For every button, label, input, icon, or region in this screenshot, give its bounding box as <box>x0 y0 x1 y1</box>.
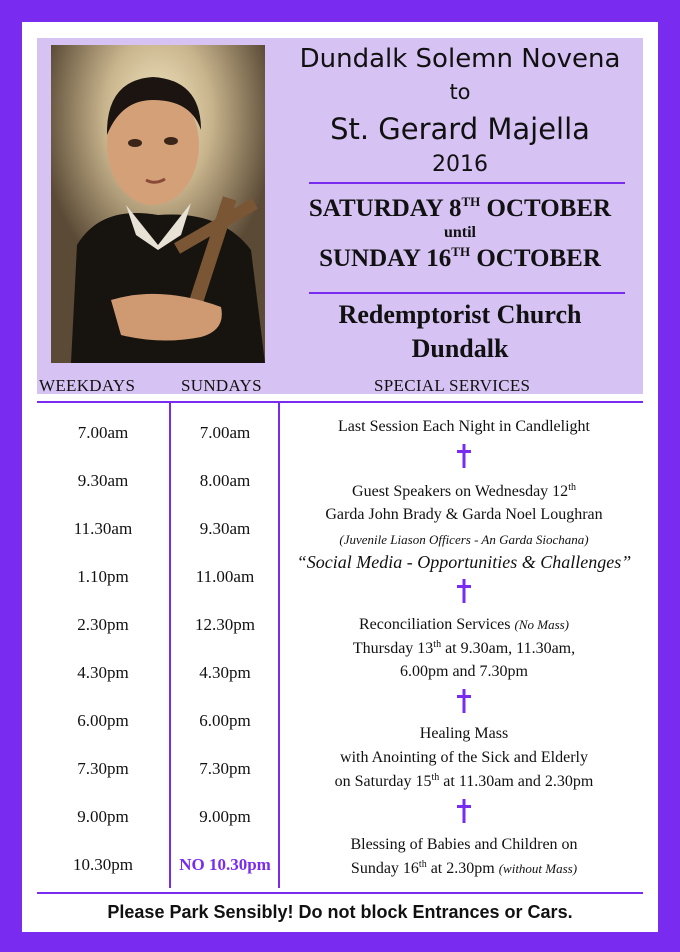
saint-portrait-image <box>51 45 265 363</box>
start-date: SATURDAY 8TH OCTOBER <box>308 194 612 222</box>
weekday-time: 9.00pm <box>77 807 129 826</box>
novena-title: Dundalk Solemn Novena <box>299 44 621 74</box>
end-date: SUNDAY 16TH OCTOBER <box>319 244 601 272</box>
cross-icon <box>284 444 644 473</box>
sunday-time: 9.00pm <box>199 807 251 826</box>
divider <box>309 182 625 184</box>
service-blessing-times: Sunday 16th at 2.30pm (without Mass) <box>350 859 578 877</box>
weekday-time: 10.30pm <box>73 855 133 874</box>
sunday-time: 4.30pm <box>199 663 251 682</box>
weekday-time: 7.00am <box>77 423 129 442</box>
service-healing-times: on Saturday 15th at 11.30am and 2.30pm <box>334 772 594 790</box>
service-reconciliation-times-2: 6.00pm and 7.30pm <box>400 663 528 680</box>
sunday-time: 7.00am <box>199 423 251 442</box>
sunday-time: 7.30pm <box>199 759 251 778</box>
sunday-time: 6.00pm <box>199 711 251 730</box>
title-to: to <box>449 80 471 104</box>
cross-icon <box>284 689 644 718</box>
col-weekdays-header: WEEKDAYS <box>39 376 136 395</box>
service-candlelight: Last Session Each Night in Candlelight <box>338 418 590 435</box>
table-bottom-divider <box>37 892 643 894</box>
weekday-time: 11.30am <box>73 519 133 538</box>
col-special-header: SPECIAL SERVICES <box>374 376 531 395</box>
weekday-time: 4.30pm <box>77 663 129 682</box>
weekday-time: 7.30pm <box>77 759 129 778</box>
weekday-time: 6.00pm <box>77 711 129 730</box>
weekday-time: 2.30pm <box>77 615 129 634</box>
weekday-time: 9.30am <box>77 471 129 490</box>
service-blessing: Blessing of Babies and Children on <box>350 836 578 853</box>
sunday-time: 9.30am <box>199 519 251 538</box>
service-healing-desc: with Anointing of the Sick and Elderly <box>340 749 588 766</box>
sunday-time: NO 10.30pm <box>179 855 271 874</box>
sunday-time: 8.00am <box>199 471 251 490</box>
title-block <box>277 38 643 394</box>
divider <box>309 292 625 294</box>
town-name: Dundalk <box>411 334 509 363</box>
cross-icon <box>284 799 644 828</box>
poster <box>22 22 658 932</box>
service-reconciliation-times: Thursday 13th at 9.30am, 11.30am, <box>352 639 576 657</box>
service-healing-mass: Healing Mass <box>419 725 509 742</box>
service-reconciliation: Reconciliation Services (No Mass) <box>358 616 570 633</box>
service-guest-speakers: Guest Speakers on Wednesday 12th <box>352 482 576 500</box>
weekday-time: 1.10pm <box>77 567 129 586</box>
service-talk-title: “Social Media - Opportunities & Challenges” <box>296 552 632 572</box>
church-name: Redemptorist Church <box>338 300 582 329</box>
cross-icon <box>284 579 644 608</box>
table-top-divider <box>37 401 643 403</box>
service-speakers-role: (Juvenile Liason Officers - An Garda Siochana) <box>339 532 589 547</box>
sunday-time: 11.00am <box>195 567 255 586</box>
parking-notice: Please Park Sensibly! Do not block Entrances or Cars. <box>107 902 573 922</box>
sunday-time: 12.30pm <box>195 615 255 634</box>
until-label: until <box>443 224 476 241</box>
saint-name: St. Gerard Majella <box>330 112 590 146</box>
header-panel <box>37 38 643 394</box>
service-speakers-names: Garda John Brady & Garda Noel Loughran <box>325 506 603 523</box>
col-sundays-header: SUNDAYS <box>181 376 262 395</box>
year: 2016 <box>432 152 488 177</box>
